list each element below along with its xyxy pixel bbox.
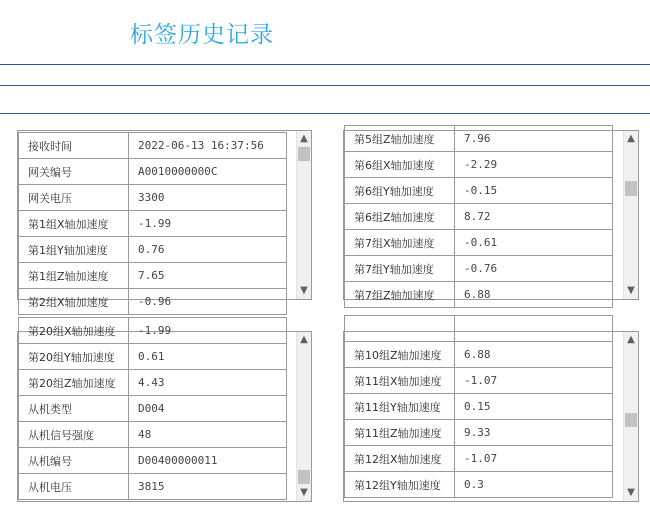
table-row bbox=[19, 370, 287, 396]
field-value: -1.07 bbox=[455, 446, 613, 472]
table-row bbox=[345, 446, 613, 472]
field-label: 网关电压 bbox=[19, 185, 129, 211]
scroll-up-icon[interactable]: ▲ bbox=[627, 133, 635, 144]
field-value: -0.15 bbox=[455, 178, 613, 204]
record-panel-4[interactable] bbox=[343, 331, 639, 502]
field-value: 0.76 bbox=[129, 237, 287, 263]
table-row bbox=[19, 422, 287, 448]
table-row bbox=[345, 394, 613, 420]
record-panel-1[interactable] bbox=[17, 130, 312, 309]
field-label: 第6组Y轴加速度 bbox=[345, 178, 455, 204]
field-label: 第7组Z轴加速度 bbox=[345, 282, 455, 308]
record-table-2 bbox=[344, 125, 613, 308]
field-value: 3815 bbox=[129, 474, 287, 500]
field-value: -0.61 bbox=[455, 230, 613, 256]
field-label: 第12组Y轴加速度 bbox=[345, 472, 455, 498]
field-value: 48 bbox=[129, 422, 287, 448]
table-row bbox=[345, 178, 613, 204]
field-label: 第11组X轴加速度 bbox=[345, 368, 455, 394]
field-label: 网关编号 bbox=[19, 159, 129, 185]
vertical-scrollbar[interactable] bbox=[296, 332, 311, 501]
table-row bbox=[345, 126, 613, 152]
scroll-thumb[interactable] bbox=[625, 413, 637, 427]
scroll-thumb[interactable] bbox=[298, 470, 310, 484]
vertical-scrollbar[interactable] bbox=[623, 131, 638, 299]
header-divider-top bbox=[0, 64, 650, 65]
scroll-down-icon[interactable]: ▼ bbox=[627, 487, 635, 498]
field-value: -1.07 bbox=[455, 368, 613, 394]
table-row bbox=[345, 230, 613, 256]
field-value: -1.99 bbox=[129, 211, 287, 237]
scroll-up-icon[interactable]: ▲ bbox=[300, 133, 308, 144]
field-label: 第7组X轴加速度 bbox=[345, 230, 455, 256]
table-row bbox=[19, 211, 287, 237]
field-label: 第6组X轴加速度 bbox=[345, 152, 455, 178]
table-row bbox=[19, 344, 287, 370]
table-row bbox=[345, 368, 613, 394]
table-row bbox=[345, 152, 613, 178]
field-label: 第10组Z轴加速度 bbox=[345, 342, 455, 368]
field-value: 7.65 bbox=[129, 263, 287, 289]
table-row bbox=[19, 474, 287, 500]
field-label: 接收时间 bbox=[19, 133, 129, 159]
header-divider-middle bbox=[0, 85, 650, 86]
record-table-3 bbox=[18, 317, 287, 500]
header-divider-bottom bbox=[0, 113, 650, 114]
table-row bbox=[19, 159, 287, 185]
field-value: 6.88 bbox=[455, 282, 613, 308]
field-value: D00400000011 bbox=[129, 448, 287, 474]
field-label: 第11组Y轴加速度 bbox=[345, 394, 455, 420]
record-table-4 bbox=[344, 315, 613, 498]
field-label: 第20组Y轴加速度 bbox=[19, 344, 129, 370]
field-label: 从机类型 bbox=[19, 396, 129, 422]
scroll-down-icon[interactable]: ▼ bbox=[300, 285, 308, 296]
field-label bbox=[345, 316, 455, 342]
table-row bbox=[19, 237, 287, 263]
table-row bbox=[345, 256, 613, 282]
table-row bbox=[345, 472, 613, 498]
record-panel-2[interactable] bbox=[343, 130, 639, 300]
table-row bbox=[19, 396, 287, 422]
field-label: 第1组Z轴加速度 bbox=[19, 263, 129, 289]
table-row bbox=[345, 316, 613, 342]
scroll-thumb[interactable] bbox=[625, 181, 637, 196]
field-label: 第1组Y轴加速度 bbox=[19, 237, 129, 263]
field-value: -0.76 bbox=[455, 256, 613, 282]
field-value: 0.15 bbox=[455, 394, 613, 420]
field-value: A0010000000C bbox=[129, 159, 287, 185]
field-value: -1.99 bbox=[129, 318, 287, 344]
table-row bbox=[345, 282, 613, 308]
field-label: 从机信号强度 bbox=[19, 422, 129, 448]
scroll-down-icon[interactable]: ▼ bbox=[627, 285, 635, 296]
field-value: 3300 bbox=[129, 185, 287, 211]
field-label: 第20组X轴加速度 bbox=[19, 318, 129, 344]
vertical-scrollbar[interactable] bbox=[623, 332, 638, 501]
page-title: 标签历史记录 bbox=[130, 22, 274, 48]
field-value: -0.96 bbox=[129, 289, 287, 315]
field-label: 第1组X轴加速度 bbox=[19, 211, 129, 237]
field-value: 8.72 bbox=[455, 204, 613, 230]
field-value: 6.88 bbox=[455, 342, 613, 368]
field-value: 7.96 bbox=[455, 126, 613, 152]
scroll-thumb[interactable] bbox=[298, 147, 310, 161]
scroll-down-icon[interactable]: ▼ bbox=[300, 487, 308, 498]
table-row bbox=[19, 289, 287, 315]
field-value: 0.3 bbox=[455, 472, 613, 498]
field-label: 第12组X轴加速度 bbox=[345, 446, 455, 472]
field-label: 第7组Y轴加速度 bbox=[345, 256, 455, 282]
table-row bbox=[345, 342, 613, 368]
table-row bbox=[345, 420, 613, 446]
table-row bbox=[19, 318, 287, 344]
field-value: 0.61 bbox=[129, 344, 287, 370]
table-row bbox=[345, 204, 613, 230]
field-label: 第5组Z轴加速度 bbox=[345, 126, 455, 152]
field-value: 4.43 bbox=[129, 370, 287, 396]
field-value: 2022-06-13 16:37:56 bbox=[129, 133, 287, 159]
field-label: 从机电压 bbox=[19, 474, 129, 500]
table-row bbox=[19, 185, 287, 211]
record-panel-3[interactable] bbox=[17, 324, 312, 502]
table-row bbox=[19, 133, 287, 159]
field-label: 第2组X轴加速度 bbox=[19, 289, 129, 315]
record-table-1 bbox=[18, 132, 287, 315]
field-label: 从机编号 bbox=[19, 448, 129, 474]
scroll-up-icon[interactable]: ▲ bbox=[627, 334, 635, 345]
field-value: 9.33 bbox=[455, 420, 613, 446]
field-label: 第11组Z轴加速度 bbox=[345, 420, 455, 446]
table-row bbox=[19, 448, 287, 474]
table-row bbox=[19, 263, 287, 289]
field-value: D004 bbox=[129, 396, 287, 422]
field-label: 第6组Z轴加速度 bbox=[345, 204, 455, 230]
scroll-up-icon[interactable]: ▲ bbox=[300, 334, 308, 345]
field-value bbox=[455, 316, 613, 342]
field-label: 第20组Z轴加速度 bbox=[19, 370, 129, 396]
vertical-scrollbar[interactable] bbox=[296, 131, 311, 299]
field-value: -2.29 bbox=[455, 152, 613, 178]
